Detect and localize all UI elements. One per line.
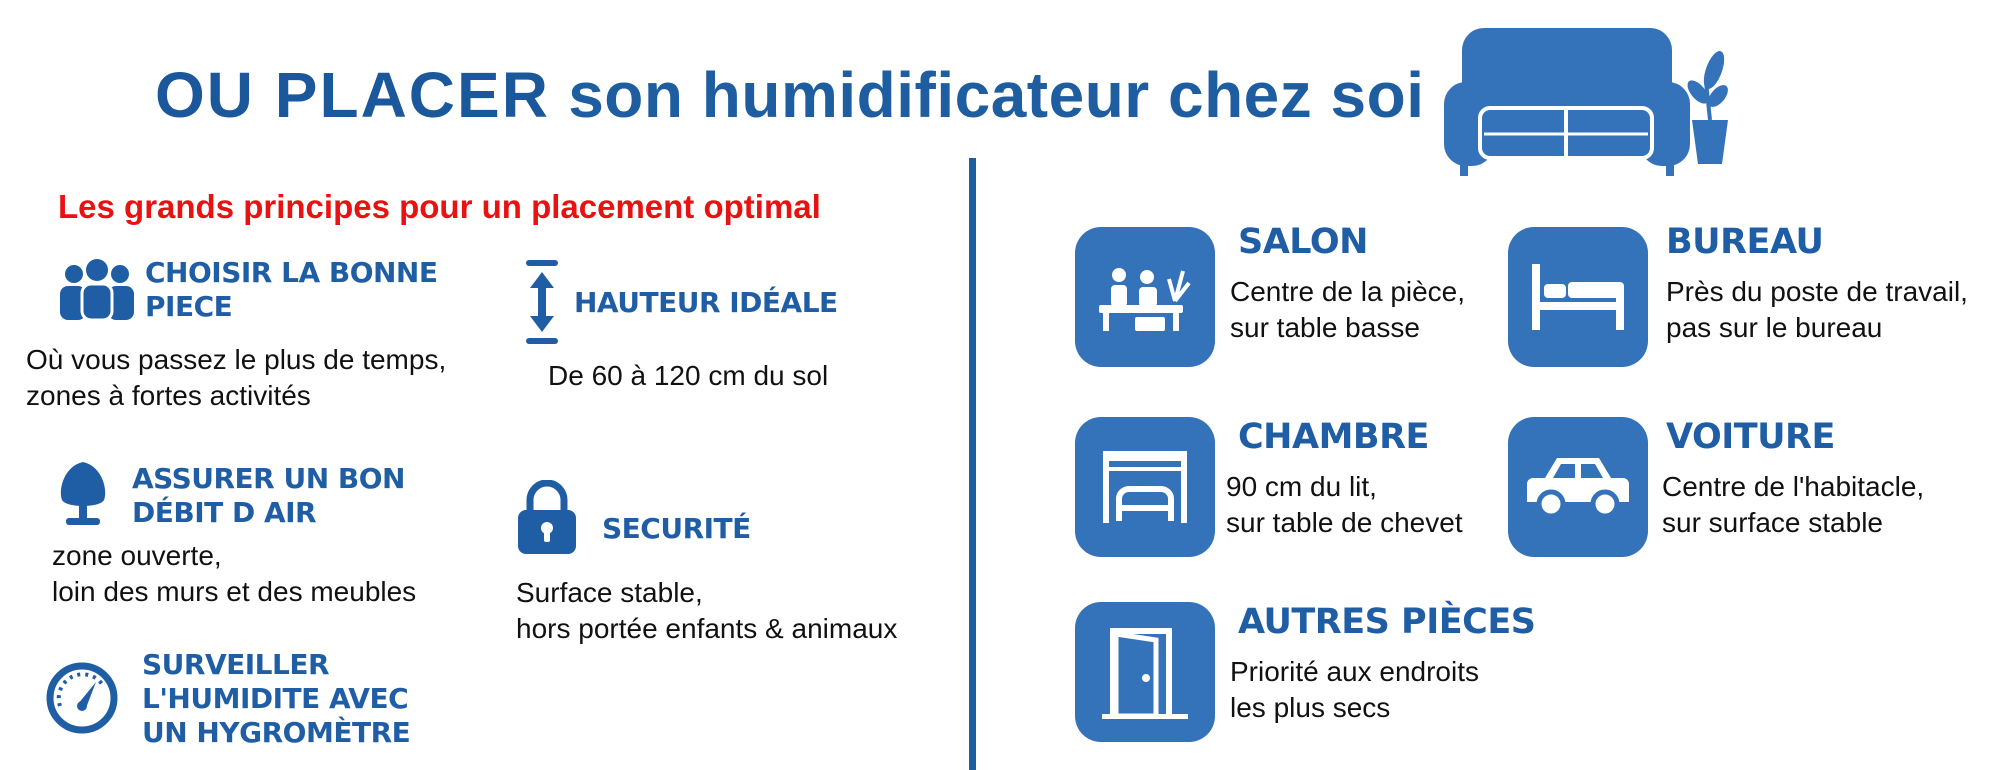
title-line: ASSURER UN BON: [132, 462, 405, 495]
tree-icon: [54, 460, 112, 528]
text-line: Centre de la pièce,: [1230, 276, 1466, 307]
room-bureau-text: [1666, 274, 1968, 346]
text-line: pas sur le bureau: [1666, 312, 1883, 343]
people-group-icon: [60, 258, 134, 322]
sofa-plant-icon: [1440, 22, 1740, 182]
page-title: [155, 58, 1425, 132]
title-line: SURVEILLER: [142, 648, 330, 681]
title-line: CHOISIR LA BONNE: [145, 256, 438, 289]
room-voiture-text: [1662, 469, 1924, 541]
room-chambre-text: [1226, 469, 1463, 541]
text-line: Centre de l'habitacle,: [1662, 471, 1925, 502]
room-bureau-title: BUREAU: [1666, 222, 1824, 262]
principle-air-flow-text: [52, 538, 416, 610]
text-line: sur table de chevet: [1226, 507, 1463, 538]
door-icon: [1075, 602, 1215, 742]
room-autres-text: [1230, 654, 1479, 726]
vertical-divider: [969, 158, 976, 770]
principle-choose-room-text: [26, 342, 446, 414]
bedroom-icon: [1075, 417, 1215, 557]
principle-height-text: De 60 à 120 cm du sol: [548, 360, 829, 391]
padlock-icon: [516, 480, 578, 556]
principle-security-text: [516, 575, 897, 647]
text-line: Où vous passez le plus de temps,: [26, 344, 447, 375]
principle-choose-room-title: [145, 256, 438, 324]
bed-icon: [1508, 227, 1648, 367]
text-line: zones à fortes activités: [26, 380, 311, 411]
page-title-strong: OU PLACER: [155, 59, 550, 131]
room-chambre-title: CHAMBRE: [1238, 417, 1429, 457]
height-arrow-icon: [524, 260, 560, 344]
text-line: sur surface stable: [1662, 507, 1883, 538]
title-line: DÉBIT D AIR: [132, 496, 317, 529]
text-line: les plus secs: [1230, 692, 1391, 723]
text-line: Près du poste de travail,: [1666, 276, 1968, 307]
title-line: UN HYGROMÈTRE: [142, 716, 411, 749]
room-salon-title: SALON: [1238, 222, 1368, 262]
text-line: zone ouverte,: [52, 540, 222, 571]
text-line: loin des murs et des meubles: [52, 576, 417, 607]
title-line: PIECE: [145, 290, 233, 323]
principle-height-title: HAUTEUR IDÉALE: [574, 286, 838, 319]
page-title-rest: son humidificateur chez soi: [568, 59, 1425, 131]
room-autres-title: AUTRES PIÈCES: [1238, 602, 1536, 642]
car-icon: [1508, 417, 1648, 557]
principles-subtitle: Les grands principes pour un placement optimal: [58, 188, 821, 225]
text-line: Surface stable,: [516, 577, 703, 608]
living-room-icon: [1075, 227, 1215, 367]
text-line: sur table basse: [1230, 312, 1420, 343]
gauge-icon: [44, 660, 120, 736]
principle-air-flow-title: [132, 462, 405, 530]
principle-hygrometer-title: [142, 648, 410, 750]
room-voiture-title: VOITURE: [1666, 417, 1835, 457]
room-salon-text: [1230, 274, 1465, 346]
title-line: L'HUMIDITE AVEC: [142, 682, 409, 715]
text-line: hors portée enfants & animaux: [516, 613, 898, 644]
text-line: Priorité aux endroits: [1230, 656, 1480, 687]
principle-security-title: SECURITÉ: [602, 512, 751, 545]
text-line: 90 cm du lit,: [1226, 471, 1377, 502]
